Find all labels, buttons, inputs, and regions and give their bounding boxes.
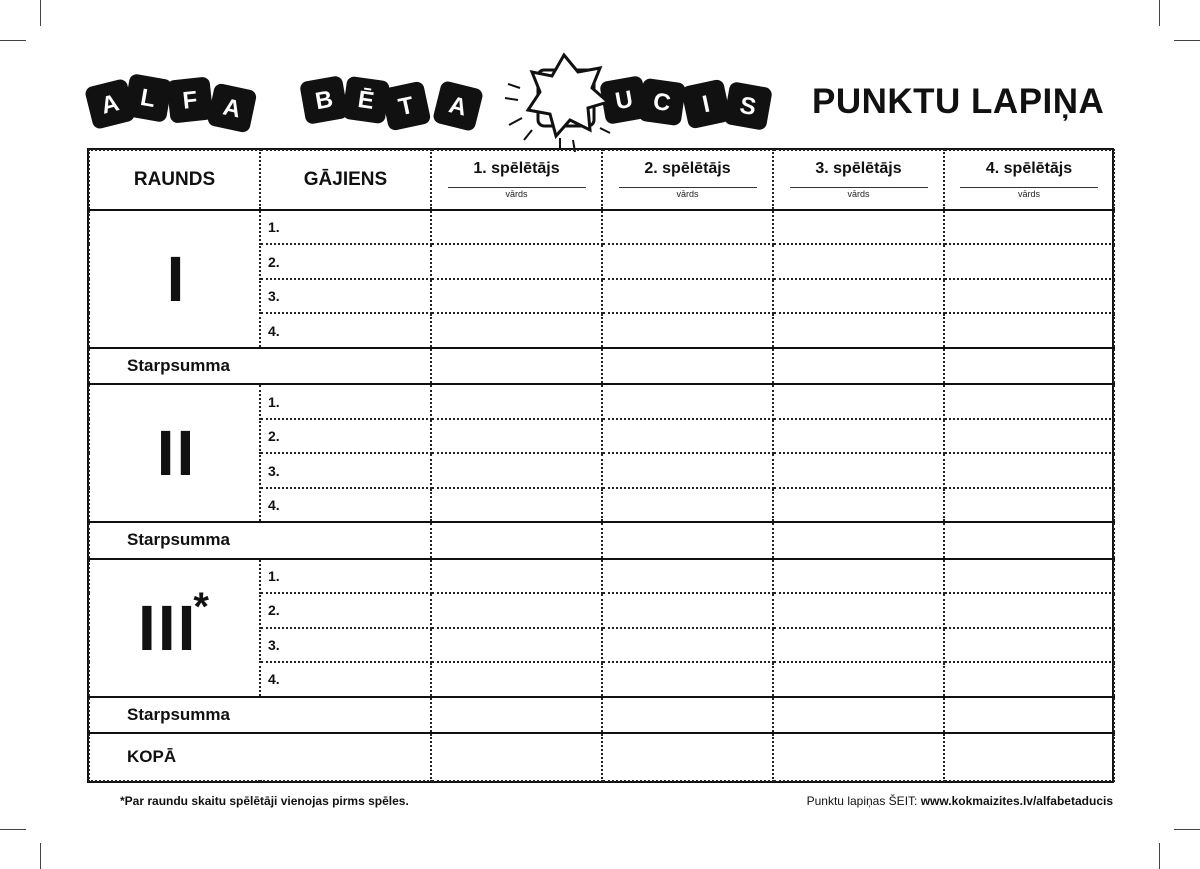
header-row [89,150,1114,210]
round-numeral: III [138,591,198,664]
score-cell[interactable] [602,279,773,313]
logo-letter: T [396,91,417,122]
score-cell[interactable] [602,559,773,593]
subtotal-cell[interactable] [944,348,1114,385]
score-cell[interactable] [431,453,602,487]
logo-letter: Ē [356,86,376,115]
logo-letter-tile [639,79,684,124]
score-cell[interactable] [944,419,1114,453]
score-cell[interactable] [773,662,944,696]
logo-letter-tile [725,83,771,129]
round-label [89,210,260,348]
score-cell[interactable] [773,488,944,522]
player-name-field[interactable] [790,187,928,188]
score-cell[interactable] [773,210,944,244]
move-number: 3. [260,279,431,313]
name-caption: vārds [505,189,528,200]
move-row [89,210,1114,244]
move-number: 3. [260,628,431,662]
logo-letter: A [220,93,244,124]
subtotal-cell[interactable] [602,348,773,385]
score-cell[interactable] [944,384,1114,418]
move-number: 3. [260,453,431,487]
score-cell[interactable] [773,453,944,487]
logo-letter: F [181,86,199,115]
player-4-header [944,150,1114,210]
subtotal-cell[interactable] [944,697,1114,734]
logo-letter: C [651,87,673,118]
star-burst-icon [505,55,610,152]
crop-mark [1174,40,1200,41]
score-cell[interactable] [944,210,1114,244]
crop-mark [40,843,41,869]
move-number: 4. [260,488,431,522]
link-prefix: Punktu lapiņas ŠEIT: [806,794,921,808]
score-cell[interactable] [944,488,1114,522]
score-cell[interactable] [602,210,773,244]
total-cell[interactable] [602,733,773,781]
game-logo [0,0,800,160]
score-cell[interactable] [602,593,773,627]
score-cell[interactable] [944,593,1114,627]
player-name-field[interactable] [619,187,757,188]
subtotal-row [89,697,1114,734]
page-title: PUNKTU LAPIŅA [812,82,1105,121]
subtotal-cell[interactable] [431,348,602,385]
subtotal-cell[interactable] [431,522,602,559]
subtotal-label: Starpsumma [89,522,431,559]
move-header: GĀJIENS [260,150,431,210]
logo-letter: U [613,85,635,116]
move-number: 2. [260,244,431,278]
score-cell[interactable] [602,244,773,278]
score-cell[interactable] [602,628,773,662]
logo-letter-tile [125,75,171,121]
round-asterisk: * [193,584,211,629]
move-number: 1. [260,384,431,418]
round-numeral: II [156,417,197,490]
score-cell[interactable] [944,313,1114,347]
subtotal-row [89,522,1114,559]
player-3-header [773,150,944,210]
subtotal-label: Starpsumma [89,697,431,734]
score-cell[interactable] [602,662,773,696]
footnote: *Par raundu skaitu spēlētāji vienojas pirms spēles. [120,794,409,808]
score-cell[interactable] [431,628,602,662]
logo-letter: S [737,91,759,122]
score-cell[interactable] [773,279,944,313]
total-cell[interactable] [773,733,944,781]
score-cell[interactable] [431,279,602,313]
subtotal-cell[interactable] [773,348,944,385]
player-label: 4. spēlētājs [985,160,1073,178]
player-label: 3. spēlētājs [815,160,902,178]
score-cell[interactable] [602,488,773,522]
score-cell[interactable] [944,244,1114,278]
score-cell[interactable] [431,419,602,453]
score-cell[interactable] [773,313,944,347]
score-cell[interactable] [944,559,1114,593]
move-number: 1. [260,210,431,244]
move-row [89,559,1114,593]
move-number: 1. [260,559,431,593]
footer-link-line [807,794,1113,808]
score-cell[interactable] [773,384,944,418]
score-cell[interactable] [773,593,944,627]
total-cell[interactable] [431,733,602,781]
score-cell[interactable] [431,662,602,696]
score-cell[interactable] [431,559,602,593]
player-name-field[interactable] [448,187,586,188]
logo-letter-tile [168,78,212,122]
subtotal-cell[interactable] [773,697,944,734]
subtotal-cell[interactable] [602,522,773,559]
score-cell[interactable] [944,662,1114,696]
player-label: 2. spēlētājs [644,160,731,178]
player-1-header [431,150,602,210]
name-caption: vārds [676,189,699,200]
crop-mark [0,829,26,830]
score-cell[interactable] [431,210,602,244]
total-label: KOPĀ [89,733,431,781]
logo-letter-tile [682,80,729,127]
score-cell[interactable] [602,419,773,453]
logo-letter: L [138,83,158,114]
round-label [89,384,260,522]
move-number: 4. [260,662,431,696]
logo-letter: I [700,90,713,119]
score-cell[interactable] [773,419,944,453]
total-cell[interactable] [944,733,1114,781]
logo-letter-tile [382,82,429,129]
round-numeral: I [166,242,187,315]
move-number: 2. [260,419,431,453]
score-cell[interactable] [944,279,1114,313]
logo-letter: A [446,91,470,122]
score-cell[interactable] [602,384,773,418]
crop-mark [1159,0,1160,26]
score-cell[interactable] [602,313,773,347]
logo-letter-tile [343,77,388,122]
player-2-header [602,150,773,210]
score-cell[interactable] [431,593,602,627]
logo-letter: B [313,85,335,116]
round-label [89,559,260,697]
score-cell[interactable] [944,628,1114,662]
score-cell[interactable] [431,488,602,522]
score-cell[interactable] [602,453,773,487]
logo-letter-tile [434,82,482,130]
logo-letter: A [98,89,122,120]
website-link[interactable]: www.kokmaizites.lv/alfabetaducis [920,794,1113,808]
player-label: 1. spēlētājs [473,160,560,178]
subtotal-row [89,348,1114,385]
logo-letter-tile [208,84,255,131]
score-cell[interactable] [944,453,1114,487]
score-cell[interactable] [773,559,944,593]
move-row [89,384,1114,418]
score-cell[interactable] [773,628,944,662]
player-name-field[interactable] [960,187,1098,188]
subtotal-cell[interactable] [944,522,1114,559]
subtotal-cell[interactable] [602,697,773,734]
subtotal-label: Starpsumma [89,348,431,385]
name-caption: vārds [847,189,870,200]
subtotal-cell[interactable] [773,522,944,559]
subtotal-cell[interactable] [431,697,602,734]
crop-mark [1174,829,1200,830]
score-cell[interactable] [773,244,944,278]
logo-letter-tile [301,77,347,123]
crop-mark [1159,843,1160,869]
round-header: RAUNDS [89,150,260,210]
score-cell[interactable] [431,384,602,418]
score-table [88,149,1115,782]
total-row [89,733,1114,781]
name-caption: vārds [1017,189,1040,200]
score-cell[interactable] [431,313,602,347]
move-number: 4. [260,313,431,347]
move-number: 2. [260,593,431,627]
score-cell[interactable] [431,244,602,278]
